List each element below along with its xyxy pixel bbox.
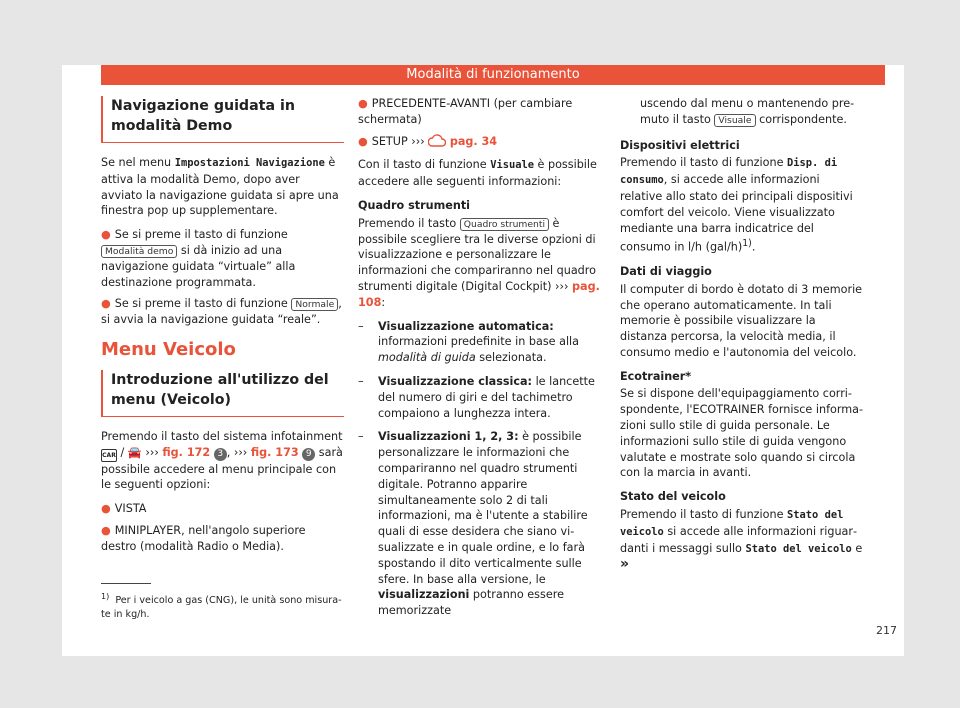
- bullet-dot-icon: ●: [101, 523, 111, 537]
- callout-9: 9: [302, 448, 315, 461]
- paragraph-dispositivi: Premendo il tasto di funzione Disp. di consumo, si accede alle informazioni relative allo stato dei principali dispositivi comfort del veicolo. Viene visualizzato mediante una barra indicatrice del consumo in l/h $(gal/h)^{1)}$.: [620, 156, 853, 255]
- page-number: 217: [876, 624, 897, 637]
- bullet-dot-icon: ●: [101, 502, 111, 516]
- key-stato-veicolo-2: Stato del veicolo: [745, 542, 852, 555]
- vehicle-menu-icon: 🚘: [127, 445, 142, 459]
- dash-item-visualizzazioni: – Visualizzazioni 1, 2, 3: è possibile personalizzare le informazioni che compariranno nel quadro strumenti digitale. Potranno apparire simultaneamente solo 2 di tali informazioni, ma è l'utente a stabilire quali di esse desidera che siano visualizzate e in quale ordine, e lo farà spostando il dito verticalmente sulle sfere. In base alla versione, le visualizzazioni potranno essere memorizzate: [358, 430, 588, 618]
- paragraph-infotainment: Premendo il tasto del sistema infotainment CAR / 🚘 ››› fig. 172 3 , ››› fig. 173 9 sarà possibile accedere al menu principale con le seguenti opzioni:: [101, 429, 343, 492]
- dash-item-automatica: – Visualizzazione automatica: informazioni predefinite in base alla modalità di guida selezionata.: [358, 319, 580, 365]
- bullet-miniplayer: ● MINIPLAYER, nell'angolo superiore destro (modalità Radio o Media).: [101, 523, 306, 553]
- column-right: [620, 96, 864, 581]
- dash-icon: –: [358, 374, 364, 388]
- dash-icon: –: [358, 319, 364, 333]
- bullet-dot-icon: ●: [101, 297, 111, 311]
- bullet-dot-icon: ●: [358, 97, 368, 110]
- paragraph-stato-veicolo: Premendo il tasto di funzione Stato del veicolo si accede alle informazioni riguardanti i messaggi sullo Stato del veicolo e »: [620, 508, 863, 573]
- heading-stato-veicolo: Stato del veicolo: [620, 490, 726, 504]
- dash-icon: –: [358, 430, 364, 444]
- bullet-dot-icon: ●: [101, 228, 111, 242]
- bullet-dot-icon: ●: [358, 134, 368, 148]
- paragraph-quadro: Premendo il tasto Quadro strumenti è possibile scegliere tra le diverse opzioni di visualizzazione e personalizzare le informazioni che compariranno nel quadro strumenti digitale (Digital Cockpit) ››› pag. 108:: [358, 216, 600, 309]
- callout-3: 3: [214, 448, 227, 461]
- ref-fig-173[interactable]: fig. 173: [250, 445, 299, 459]
- footnote: $^{1)}$ Per i veicolo a gas (CNG), le unità sono misurate in kg/h.: [101, 592, 342, 620]
- paragraph-visuale: Con il tasto di funzione Visuale è possibile accedere alle seguenti informazioni:: [358, 158, 597, 189]
- setup-icon: [428, 134, 446, 152]
- ref-pag-34[interactable]: pag. 34: [449, 134, 498, 148]
- key-visuale: Visuale: [714, 114, 755, 127]
- heading-quadro-strumenti: Quadro strumenti: [358, 198, 471, 212]
- section-header: Modalità di funzionamento: [101, 65, 885, 85]
- bullet-modalita-demo: ● Se si preme il tasto di funzione Modalità demo si dà inizio ad una navigazione guidata “virtuale” alla destinazione programmata.: [101, 228, 296, 289]
- bullet-vista: ● VISTA: [101, 502, 147, 516]
- column-left: [101, 96, 344, 561]
- paragraph-navigazione: Se nel menu Impostazioni Navigazione è attiva la modalità Demo, dopo aver avviato la navigazione guidata si apre una finestra pop up supplementare.: [101, 156, 339, 218]
- heading-introduzione: Introduzione all'utilizzo del menu (Veicolo): [101, 370, 344, 417]
- bullet-setup: ● SETUP ››› pag. 34: [358, 134, 602, 152]
- heading-dati-viaggio: Dati di viaggio: [620, 264, 712, 278]
- column-middle: [358, 96, 602, 627]
- dash-item-continuation: uscendo dal menu o mantenendo premuto il tasto Visuale corrispondente.: [640, 97, 855, 126]
- paragraph-dati-viaggio: Il computer di bordo è dotato di 3 memorie che operano automaticamente. In tali memorie è possibile visualizzare la distanza percorsa, la velocità media, il consumo medio e l'autonomia del veicolo.: [620, 282, 863, 359]
- heading-ecotrainer: Ecotrainer*: [620, 369, 692, 383]
- bullet-precedente-avanti: ● PRECEDENTE-AVANTI (per cambiare schermata): [358, 97, 573, 126]
- key-quadro-strumenti: Quadro strumenti: [460, 218, 549, 231]
- car-icon: CAR: [101, 449, 117, 462]
- ref-pag-108[interactable]: pag. 108: [358, 279, 600, 309]
- heading-dispositivi: Dispositivi elettrici: [620, 138, 740, 152]
- continue-arrow-icon: »: [620, 556, 630, 573]
- ref-fig-172[interactable]: fig. 172: [162, 445, 211, 459]
- key-normale: Normale: [291, 298, 338, 311]
- key-modalita-demo: Modalità demo: [101, 245, 177, 258]
- key-disp-consumo: Disp. di consumo: [620, 157, 838, 187]
- dash-item-classica: – Visualizzazione classica: le lancette del numero di giri e del tachimetro compaiono a lunghezza intera.: [358, 374, 595, 420]
- heading-menu-veicolo: Menu Veicolo: [101, 338, 236, 360]
- bullet-normale: ● Se si preme il tasto di funzione Normale , si avvia la navigazione guidata “reale”.: [101, 297, 342, 327]
- menu-path: Impostazioni Navigazione: [174, 157, 325, 169]
- key-visuale-mono: Visuale: [490, 159, 534, 172]
- heading-navigazione-demo: Navigazione guidata in modalità Demo: [101, 96, 344, 143]
- key-stato-veicolo: Stato del veicolo: [620, 509, 844, 538]
- footnote-divider: [101, 583, 151, 584]
- paragraph-ecotrainer: Se si dispone dell'equipaggiamento corrispondente, l'ECOTRAINER fornisce informazioni sullo stile di guida personale. Le informazioni sullo stile di guida vengono valutate e mostrate solo quando si circola con la marcia in avanti.: [620, 387, 864, 480]
